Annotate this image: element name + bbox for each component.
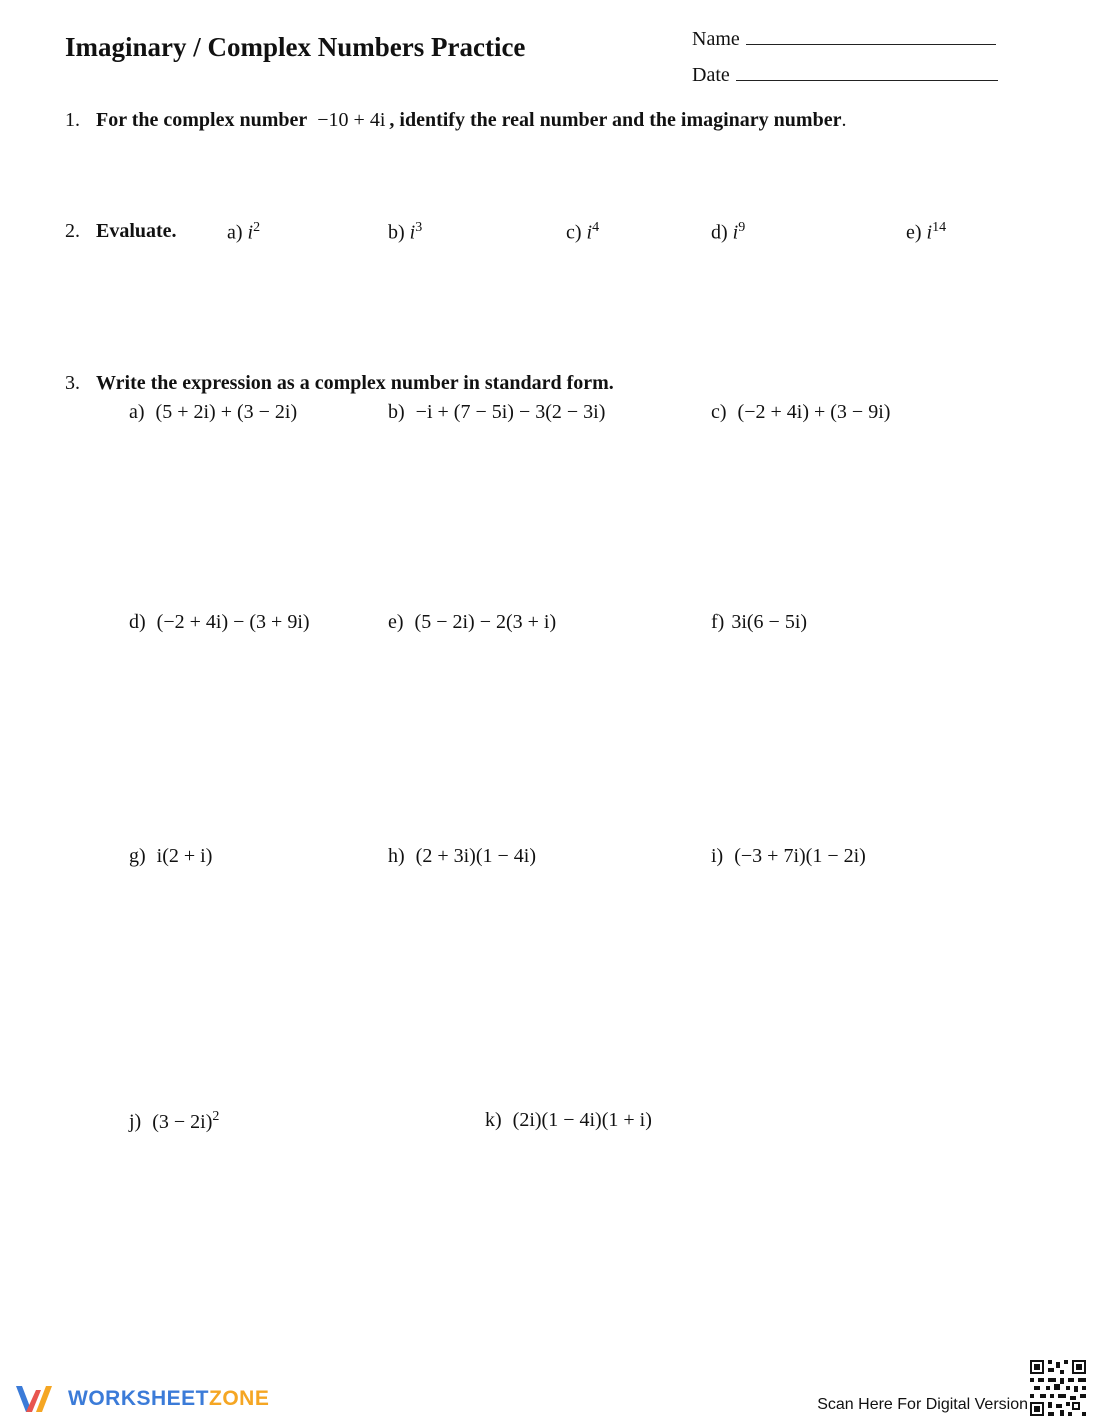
item-label: f) [711, 611, 725, 633]
evaluate-item-d [711, 220, 745, 245]
power-exponent: 2 [212, 1109, 220, 1124]
power-exponent: 2 [253, 220, 261, 235]
expression-item-j [129, 1109, 219, 1134]
name-label: Name [692, 28, 740, 50]
expression: −i + (7 − 5i) − 3(2 − 3i) [415, 401, 606, 423]
expression: (2i)(1 − 4i)(1 + i) [512, 1109, 652, 1131]
question-number: 1. [65, 109, 80, 131]
power-base: i [247, 221, 254, 244]
power-base: i [926, 221, 933, 244]
item-label: j) [129, 1110, 142, 1133]
question-text: Evaluate. [96, 220, 177, 242]
period: . [841, 109, 847, 131]
name-field[interactable] [692, 24, 996, 51]
question-text: Write the expression as a complex number in standard form. [96, 372, 614, 394]
expression-item-k [485, 1109, 652, 1132]
expression: 3i(6 − 5i) [731, 611, 808, 633]
item-label: g) [129, 845, 146, 867]
item-label: a) [227, 221, 243, 244]
power-exponent: 4 [592, 220, 600, 235]
expression-item-e [388, 611, 556, 634]
qr-code-icon[interactable] [1030, 1360, 1086, 1416]
item-label: b) [388, 401, 405, 423]
power-base: i [409, 221, 416, 244]
item-label: c) [566, 221, 582, 244]
evaluate-item-a [227, 220, 260, 245]
item-label: c) [711, 401, 727, 423]
question-number: 2. [65, 220, 80, 242]
expression: (−3 + 7i)(1 − 2i) [734, 845, 866, 867]
expression: (5 + 2i) + (3 − 2i) [155, 401, 298, 423]
question-2 [65, 220, 177, 243]
expression: i(2 + i) [156, 845, 213, 867]
question-number: 3. [65, 372, 80, 394]
expression-item-g [129, 845, 212, 868]
complex-expression: −10 + 4i [317, 109, 386, 131]
question-text: For the complex number [96, 109, 308, 131]
expression: (−2 + 4i) − (3 + 9i) [156, 611, 310, 633]
item-label: h) [388, 845, 405, 867]
evaluate-item-b [388, 220, 422, 245]
expression-item-c [711, 401, 890, 424]
item-label: b) [388, 221, 405, 244]
item-label: k) [485, 1109, 502, 1131]
expression-item-i [711, 845, 866, 868]
power-exponent: 14 [932, 220, 947, 235]
logo-icon [14, 1382, 60, 1416]
question-text-continued: , identify the real number and the imaginary number [389, 109, 842, 131]
expression: (2 + 3i)(1 − 4i) [415, 845, 536, 867]
expression-item-f [711, 611, 807, 634]
item-label: i) [711, 845, 724, 867]
date-line[interactable] [736, 60, 998, 81]
item-label: e) [906, 221, 922, 244]
power-base: i [732, 221, 739, 244]
expression: (5 − 2i) − 2(3 + i) [414, 611, 557, 633]
item-label: e) [388, 611, 404, 633]
power-exponent: 3 [415, 220, 423, 235]
expression-item-b [388, 401, 605, 424]
logo-word-worksheet: WORKSHEET [68, 1387, 209, 1410]
date-label: Date [692, 64, 730, 86]
question-1 [65, 109, 846, 132]
expression: (3 − 2i) [152, 1110, 213, 1133]
power-base: i [586, 221, 593, 244]
expression-item-h [388, 845, 536, 868]
expression-item-a [129, 401, 297, 424]
power-exponent: 9 [738, 220, 746, 235]
question-3 [65, 372, 614, 395]
date-field[interactable] [692, 60, 998, 87]
scan-caption: Scan Here For Digital Version [817, 1396, 1028, 1413]
page-title: Imaginary / Complex Numbers Practice [65, 32, 526, 62]
worksheetzone-logo[interactable] [14, 1382, 269, 1416]
logo-word-zone: ZONE [209, 1387, 270, 1410]
evaluate-item-c [566, 220, 599, 245]
name-line[interactable] [746, 24, 996, 45]
logo-wordmark [68, 1387, 269, 1411]
item-label: d) [711, 221, 728, 244]
item-label: a) [129, 401, 145, 423]
item-label: d) [129, 611, 146, 633]
expression: (−2 + 4i) + (3 − 9i) [737, 401, 891, 423]
evaluate-item-e [906, 220, 946, 245]
expression-item-d [129, 611, 310, 634]
